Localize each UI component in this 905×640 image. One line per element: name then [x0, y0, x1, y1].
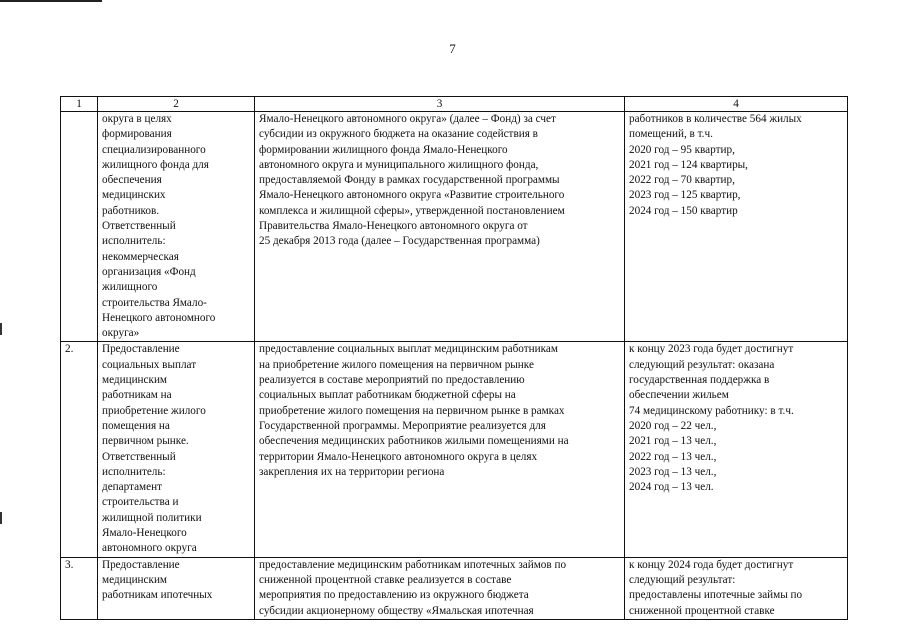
row-description-line: предоставление медицинским работникам ипотечных займов по: [259, 558, 567, 571]
row-name-line: работников.: [102, 204, 160, 217]
row-name-line: Ненецкого автономного: [102, 311, 216, 324]
row-description-line: комплекса и жилищной сферы», утвержденной постановлением: [259, 204, 565, 217]
row-name-line: обеспечения: [102, 174, 162, 187]
row-result-line: 2024 год – 150 квартир: [629, 204, 738, 217]
row-name-line: медицинским: [102, 374, 168, 387]
row-description-line: субсидии из окружного бюджета на оказание содействия в: [259, 128, 538, 141]
row-name-line: социальных выплат: [102, 358, 197, 371]
row-name-line: жилищного: [102, 281, 158, 294]
header-col-4: 4: [625, 97, 848, 112]
row-name-line: исполнитель:: [102, 235, 166, 248]
row-name-line: Предоставление: [102, 343, 180, 356]
row-name-line: формирования: [102, 128, 172, 141]
row-number: [61, 112, 98, 342]
row-name-line: медицинским: [102, 573, 168, 586]
measures-table: [60, 96, 848, 620]
row-description-line: мероприятия по предоставлению из окружного бюджета: [259, 589, 529, 602]
header-col-1: 1: [61, 97, 98, 112]
row-description-cell: [255, 557, 625, 619]
row-name-cell: [98, 557, 255, 619]
row-name-line: работникам ипотечных: [102, 589, 213, 602]
row-result-line: государственная поддержка в: [629, 374, 770, 387]
row-name-line: работникам на: [102, 389, 172, 402]
row-name-line: организация «Фонд: [102, 265, 196, 278]
row-description-cell: [255, 112, 625, 342]
row-result-line: работников в количестве 564 жилых: [629, 113, 802, 125]
page-number: 7: [449, 41, 456, 56]
row-description-line: автономного округа и муниципального жилищного фонда,: [259, 158, 539, 171]
row-result-line: 2020 год – 95 квартир,: [629, 143, 735, 156]
row-name-line: Предоставление: [102, 558, 180, 571]
row-result-line: 2022 год – 13 чел.,: [629, 450, 717, 463]
row-name-line: специализированного: [102, 143, 206, 156]
table-row: [61, 342, 848, 557]
row-result-line: 2024 год – 13 чел.: [629, 481, 714, 494]
row-result-line: 2023 год – 13 чел.,: [629, 465, 717, 478]
row-number: 3.: [61, 557, 98, 619]
row-description-line: приобретение жилого помещения на первичном рынке в рамках: [259, 404, 565, 417]
row-description-line: Ямало-Ненецкого автономного округа «Развитие строительного: [259, 189, 565, 202]
row-result-line: 2023 год – 125 квартир,: [629, 189, 741, 202]
margin-mark: [0, 512, 2, 524]
row-name-cell: [98, 112, 255, 342]
header-col-2: 2: [98, 97, 255, 112]
row-description-line: Правительства Ямало-Ненецкого автономного округа от: [259, 220, 528, 233]
row-description-cell: [255, 342, 625, 557]
row-result-cell: [625, 342, 848, 557]
row-result-line: 2022 год – 70 квартир,: [629, 174, 735, 187]
row-description-line: субсидии акционерному обществу «Ямальская ипотечная: [259, 604, 534, 617]
row-description-line: формировании жилищного фонда Ямало-Ненецкого: [259, 143, 508, 156]
row-name-line: округа в целях: [102, 113, 172, 125]
row-name-line: департамент: [102, 481, 162, 494]
row-description-line: предоставляемой Фонду в рамках государственной программы: [259, 174, 560, 187]
row-result-line: 2021 год – 13 чел.,: [629, 435, 717, 448]
margin-mark: [0, 323, 2, 335]
table-header-row: [61, 97, 848, 112]
row-result-line: 2020 год – 22 чел.,: [629, 419, 717, 432]
row-number: 2.: [61, 342, 98, 557]
row-name-line: первичном рынке.: [102, 435, 189, 448]
row-name-line: строительства Ямало-: [102, 296, 207, 309]
row-description-line: 25 декабря 2013 года (далее – Государственная программа): [259, 235, 540, 248]
row-result-line: к концу 2023 года будет достигнут: [629, 343, 794, 356]
row-result-line: обеспечении жильем: [629, 389, 729, 402]
row-name-line: округа»: [102, 327, 140, 340]
row-name-line: приобретение жилого: [102, 404, 206, 417]
row-result-line: сниженной процентной ставке: [629, 604, 775, 617]
row-description-line: предоставление социальных выплат медицинским работникам: [259, 343, 558, 356]
row-name-line: жилищной политики: [102, 511, 202, 524]
row-name-line: медицинских: [102, 189, 166, 202]
row-name-line: строительства и: [102, 496, 179, 509]
row-result-line: следующий результат:: [629, 573, 736, 586]
row-result-line: предоставлены ипотечные займы по: [629, 589, 803, 602]
row-description-line: закрепления их на территории региона: [259, 465, 445, 478]
row-name-line: автономного округа: [102, 542, 197, 555]
header-col-3: 3: [255, 97, 625, 112]
row-result-line: к концу 2024 года будет достигнут: [629, 558, 794, 571]
row-name-line: Ответственный: [102, 450, 176, 463]
row-name-line: исполнитель:: [102, 465, 166, 478]
row-name-cell: [98, 342, 255, 557]
row-description-line: территории Ямало-Ненецкого автономного округа в целях: [259, 450, 538, 463]
row-result-line: 74 медицинскому работнику: в т.ч.: [629, 404, 794, 417]
row-description-line: сниженной процентной ставке реализуется в составе: [259, 573, 512, 586]
row-description-line: социальных выплат работникам бюджетной сферы на: [259, 389, 516, 402]
row-result-line: помещений, в т.ч.: [629, 128, 713, 141]
row-result-cell: [625, 557, 848, 619]
row-result-line: следующий результат: оказана: [629, 358, 775, 371]
row-description-line: реализуется в составе мероприятий по предоставлению: [259, 374, 525, 387]
row-description-line: на приобретение жилого помещения на первичном рынке: [259, 358, 534, 371]
row-name-line: некоммерческая: [102, 250, 179, 263]
row-name-line: Ямало-Ненецкого: [102, 527, 187, 540]
row-result-cell: [625, 112, 848, 342]
row-description-line: Ямало-Ненецкого автономного округа» (далее – Фонд) за счет: [259, 113, 556, 125]
row-description-line: обеспечения медицинских работников жилыми помещениями на: [259, 435, 569, 448]
row-description-line: Государственной программы. Мероприятие реализуется для: [259, 419, 546, 432]
table-row: [61, 112, 848, 342]
row-result-line: 2021 год – 124 квартиры,: [629, 158, 748, 171]
table-row: [61, 557, 848, 619]
row-name-line: Ответственный: [102, 220, 176, 233]
row-name-line: помещения на: [102, 419, 170, 432]
corner-rule: [0, 0, 102, 2]
row-name-line: жилищного фонда для: [102, 158, 209, 171]
